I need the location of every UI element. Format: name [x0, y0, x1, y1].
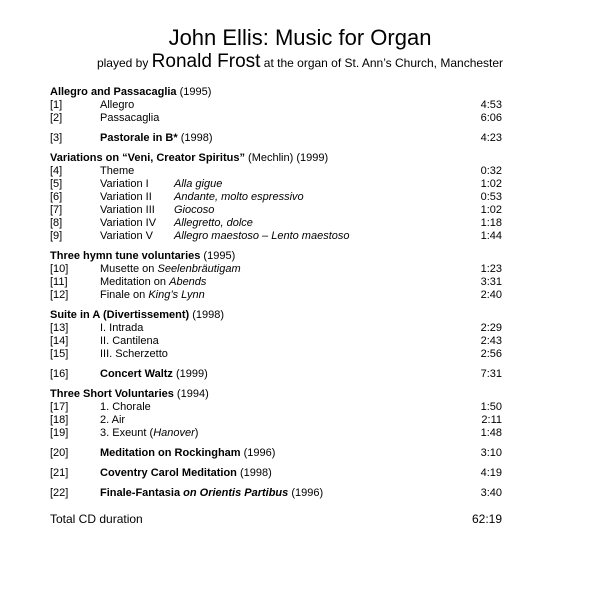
track-duration: 3:40: [480, 487, 502, 499]
section-year: (Mechlin) (1999): [245, 152, 329, 164]
track-number: [17]: [50, 401, 69, 413]
track-number: [18]: [50, 414, 69, 426]
track-number: [21]: [50, 467, 69, 479]
track-row: [50, 132, 502, 145]
track-row: [50, 263, 502, 276]
track-duration: 3:10: [480, 447, 502, 459]
track-title: Finale on King’s Lynn: [100, 289, 205, 301]
track-title: Coventry Carol Meditation (1998): [100, 467, 272, 479]
hymn-tune-name: on Orientis Partibus: [183, 487, 289, 499]
track-title: Variation V: [100, 230, 153, 242]
track-row: [50, 348, 502, 361]
track-duration: 0:53: [480, 191, 502, 203]
track-number: [3]: [50, 132, 63, 144]
section-year: (1994): [173, 388, 209, 400]
section-heading: [50, 250, 502, 263]
section-heading: [50, 152, 502, 165]
track-row: [50, 99, 502, 112]
track-row: [50, 487, 502, 500]
track-title: II. Cantilena: [100, 335, 159, 347]
track-number: [5]: [50, 178, 63, 190]
section-year: (1998): [189, 309, 225, 321]
track-number: [22]: [50, 487, 69, 499]
tempo-marking: Allegro maestoso – Lento maestoso: [174, 230, 350, 242]
tempo-marking: Giocoso: [174, 204, 215, 216]
total-duration-row: [50, 512, 502, 526]
tempo-marking: Alla gigue: [174, 178, 223, 190]
venue-text: at the organ of St. Ann’s Church, Manchester: [263, 56, 504, 70]
track-duration: 2:29: [480, 322, 502, 334]
track-duration: 1:44: [480, 230, 502, 242]
track-title: Allegro: [100, 99, 135, 111]
track-number: [8]: [50, 217, 63, 229]
track-title: Variation III: [100, 204, 155, 216]
track-duration: 1:50: [480, 401, 502, 413]
track-row: [50, 204, 502, 217]
album-title: John Ellis: Music for Organ: [168, 25, 432, 50]
tempo-marking: Allegretto, dolce: [174, 217, 253, 229]
track-number: [1]: [50, 99, 63, 111]
byline: [0, 50, 600, 75]
hymn-tune-name: Seelenbräutigam: [157, 263, 241, 275]
track-row: [50, 230, 502, 243]
track-title: I. Intrada: [100, 322, 144, 334]
track-row: [50, 414, 502, 427]
track-title: Pastorale in B* (1998): [100, 132, 213, 144]
tempo-marking: Andante, molto espressivo: [174, 191, 304, 203]
track-row: [50, 335, 502, 348]
track-duration: 1:02: [480, 178, 502, 190]
hymn-tune-name: King’s Lynn: [148, 289, 205, 301]
track-duration: 1:18: [480, 217, 502, 229]
track-number: [2]: [50, 112, 63, 124]
track-number: [15]: [50, 348, 69, 360]
total-label: Total CD duration: [50, 512, 143, 526]
hymn-tune-name: Abends: [169, 276, 207, 288]
track-duration: 6:06: [480, 112, 502, 124]
track-number: [12]: [50, 289, 69, 301]
track-row: [50, 165, 502, 178]
track-duration: 4:19: [480, 467, 502, 479]
track-number: [6]: [50, 191, 63, 203]
total-duration: 62:19: [471, 512, 502, 526]
track-number: [14]: [50, 335, 69, 347]
track-number: [9]: [50, 230, 63, 242]
track-row: [50, 112, 502, 125]
track-title: III. Scherzetto: [100, 348, 168, 360]
track-row: [50, 191, 502, 204]
track-row: [50, 447, 502, 460]
section-year: (1995): [176, 86, 212, 98]
track-title: Musette on Seelenbräutigam: [100, 263, 241, 275]
track-title: 2. Air: [100, 414, 126, 426]
track-duration: 0:32: [480, 165, 502, 177]
track-row: [50, 178, 502, 191]
section-title: Variations on “Veni, Creator Spiritus”: [50, 152, 245, 164]
section-heading: [50, 309, 502, 322]
track-duration: 7:31: [480, 368, 502, 380]
section-title: Allegro and Passacaglia: [50, 86, 177, 98]
track-duration: 2:40: [480, 289, 502, 301]
section-title: Three hymn tune voluntaries: [50, 250, 201, 262]
track-number: [4]: [50, 165, 63, 177]
track-number: [10]: [50, 263, 69, 275]
track-row: [50, 217, 502, 230]
section-heading: [50, 86, 502, 99]
track-title: Meditation on Rockingham (1996): [100, 447, 276, 459]
track-row: [50, 401, 502, 414]
track-row: [50, 276, 502, 289]
track-number: [7]: [50, 204, 63, 216]
section-title: Suite in A (Divertissement): [50, 309, 190, 321]
track-title: Variation II: [100, 191, 152, 203]
track-title: Theme: [100, 165, 135, 177]
track-duration: 2:56: [480, 348, 502, 360]
track-duration: 2:11: [481, 414, 502, 426]
track-title: 3. Exeunt (Hanover): [100, 427, 199, 439]
track-row: [50, 368, 502, 381]
track-duration: 1:23: [480, 263, 502, 275]
track-row: [50, 467, 502, 480]
track-row: [50, 289, 502, 302]
track-title: Finale-Fantasia on Orientis Partibus (1996): [100, 487, 324, 499]
section-heading: [50, 388, 502, 401]
section-title: Three Short Voluntaries: [50, 388, 174, 400]
track-row: [50, 322, 502, 335]
track-duration: 4:23: [480, 132, 502, 144]
track-number: [20]: [50, 447, 69, 459]
track-number: [11]: [50, 276, 68, 288]
track-number: [16]: [50, 368, 69, 380]
track-row: [50, 427, 502, 440]
section-year: (1995): [200, 250, 236, 262]
track-title: Variation IV: [100, 217, 157, 229]
track-title: Concert Waltz (1999): [100, 368, 208, 380]
played-by-text: played by: [96, 56, 149, 70]
track-duration: 3:31: [480, 276, 502, 288]
track-title: Meditation on Abends: [100, 276, 207, 288]
track-duration: 2:43: [480, 335, 502, 347]
hymn-tune-name: Hanover: [153, 427, 195, 439]
track-title: 1. Chorale: [100, 401, 151, 413]
track-number: [19]: [50, 427, 69, 439]
track-duration: 1:02: [480, 204, 502, 216]
track-list: [50, 86, 502, 500]
performer-name: Ronald Frost: [151, 51, 261, 72]
track-duration: 1:48: [480, 427, 502, 439]
track-title: Passacaglia: [100, 112, 160, 124]
track-duration: 4:53: [480, 99, 502, 111]
track-title: Variation I: [100, 178, 149, 190]
track-number: [13]: [50, 322, 69, 334]
